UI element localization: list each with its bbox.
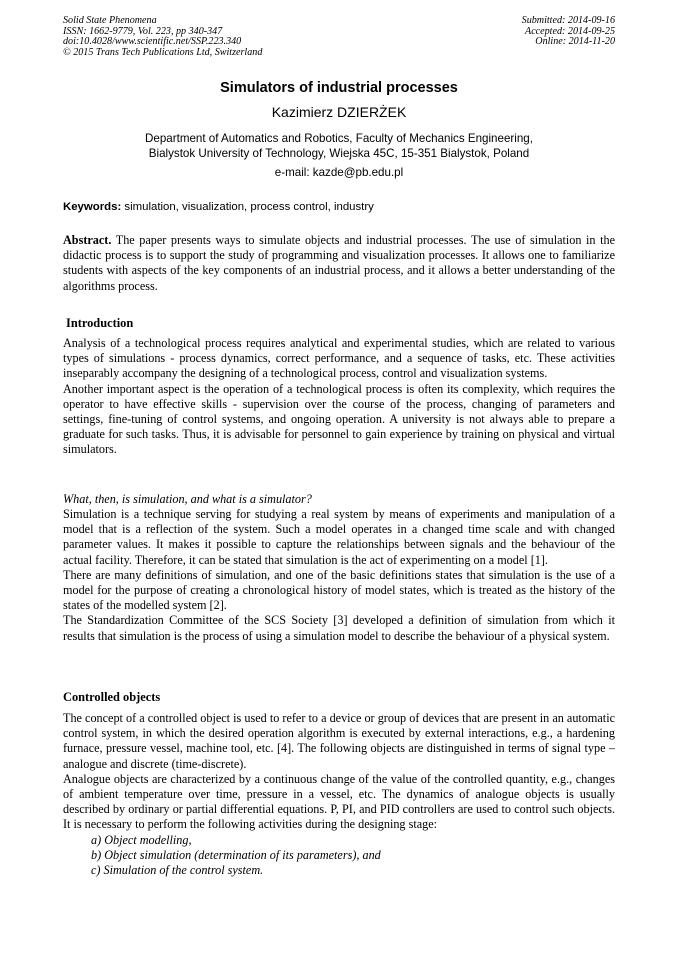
abstract-label: Abstract. (63, 233, 112, 247)
paragraph: There are many definitions of simulation, and one of the basic definitions states that simulation is the use of a model for the purpose of creating a chronological history of model states, which is treated as the history of the states of the modelled system [2]. (63, 567, 615, 613)
list-item: a) Object modelling, (91, 832, 192, 847)
online-date: Online: 2014-11-20 (535, 36, 615, 48)
paragraph: The Standardization Committee of the SCS Society [3] developed a definition of simulation from which it results that simulation is the process of using a simulation model to describe the behaviour of a physical system. (63, 613, 615, 643)
abstract (63, 233, 615, 294)
journal-header-left (63, 16, 262, 58)
keywords (63, 201, 615, 213)
simulation-body (63, 507, 615, 644)
keywords-text: simulation, visualization, process control, industry (121, 201, 374, 213)
affiliation-line: Bialystok University of Technology, Wiejska 45C, 15-351 Bialystok, Poland (148, 147, 530, 160)
paragraph: Analogue objects are characterized by a continuous change of the value of the controlled quantity, e.g., changes of ambient temperature over time, pressure in a vessel, etc. The dynamics of analogue objects is usually described by ordinary or partial differential equations. P, PI, and PID controllers are used to control such objects. It is necessary to perform the following activities during the designing stage: (63, 771, 615, 832)
paragraph: The concept of a controlled object is used to refer to a device or group of devices that are present in an automatic control system, in which the desired operation algorithm is executed by external interactions, e.g., a hardening furnace, pressure vessel, machine tool, etc. [4]. The following objects are distinguished in terms of signal type – analogue and discrete (time-discrete). (63, 711, 615, 771)
section-heading-introduction: Introduction (66, 316, 134, 330)
affiliation-line: Department of Automatics and Robotics, Faculty of Mechanics Engineering, (145, 132, 533, 145)
activity-list (63, 833, 615, 879)
journal-header-right (522, 16, 615, 48)
affiliation (0, 131, 678, 161)
abstract-text: The paper presents ways to simulate objects and industrial processes. The use of simulation in the didactic process is to support the study of programming and visualization processes. It allows one to familiarize students with aspects of the key components of an industrial process, and it allows a better understanding of the algorithms process. (63, 233, 615, 293)
controlled-objects-body (63, 711, 615, 878)
copyright-line: © 2015 Trans Tech Publications Ltd, Switzerland (63, 46, 263, 58)
section-heading-controlled-objects: Controlled objects (63, 690, 161, 704)
doi-line: doi:10.4028/www.scientific.net/SSP.223.340 (63, 36, 242, 48)
introduction-body (63, 336, 615, 458)
keywords-label: Keywords: (63, 201, 122, 213)
list-item: b) Object simulation (determination of its parameters), and (91, 847, 381, 862)
submitted-date: Submitted: 2014-09-16 (521, 15, 615, 26)
accepted-date: Accepted: 2014-09-25 (525, 25, 615, 37)
paper-title: Simulators of industrial processes (220, 80, 458, 96)
author-name: Kazimierz DZIERŻEK (271, 104, 407, 120)
simulation-question: What, then, is simulation, and what is a simulator? (63, 492, 312, 506)
list-item: c) Simulation of the control system. (91, 863, 264, 878)
author-email: e-mail: kazde@pb.edu.pl (274, 166, 404, 179)
issn-line: ISSN: 1662-9779, Vol. 223, pp 340-347 (63, 25, 223, 37)
paragraph: Analysis of a technological process requires analytical and experimental studies, which are related to various types of simulations - process dynamics, correct performance, and a sequence of tasks, etc. These activities inseparably accompany the designing of a technological process, control and visualization systems. (63, 336, 615, 381)
journal-name: Solid State Phenomena (63, 15, 157, 26)
paragraph: Another important aspect is the operation of a technological process is often its complexity, which requires the operator to have effective skills - supervision over the course of the process, changing of parameters and settings, fine-tuning of control systems, and ongoing operation. A university is not always able to prepare a graduate for such tasks. Thus, it is advisable for personnel to gain experience by training on physical and virtual simulators. (63, 381, 615, 457)
paragraph: Simulation is a technique serving for studying a real system by means of experiments and manipulation of a model that is a reflection of the system. Such a model operates in a changed time scale and with changed parameter values. It makes it possible to capture the relationships between signals and the behaviour of the actual facility. Therefore, it can be stated that simulation is the act of experimenting on a model [1]. (63, 507, 615, 567)
